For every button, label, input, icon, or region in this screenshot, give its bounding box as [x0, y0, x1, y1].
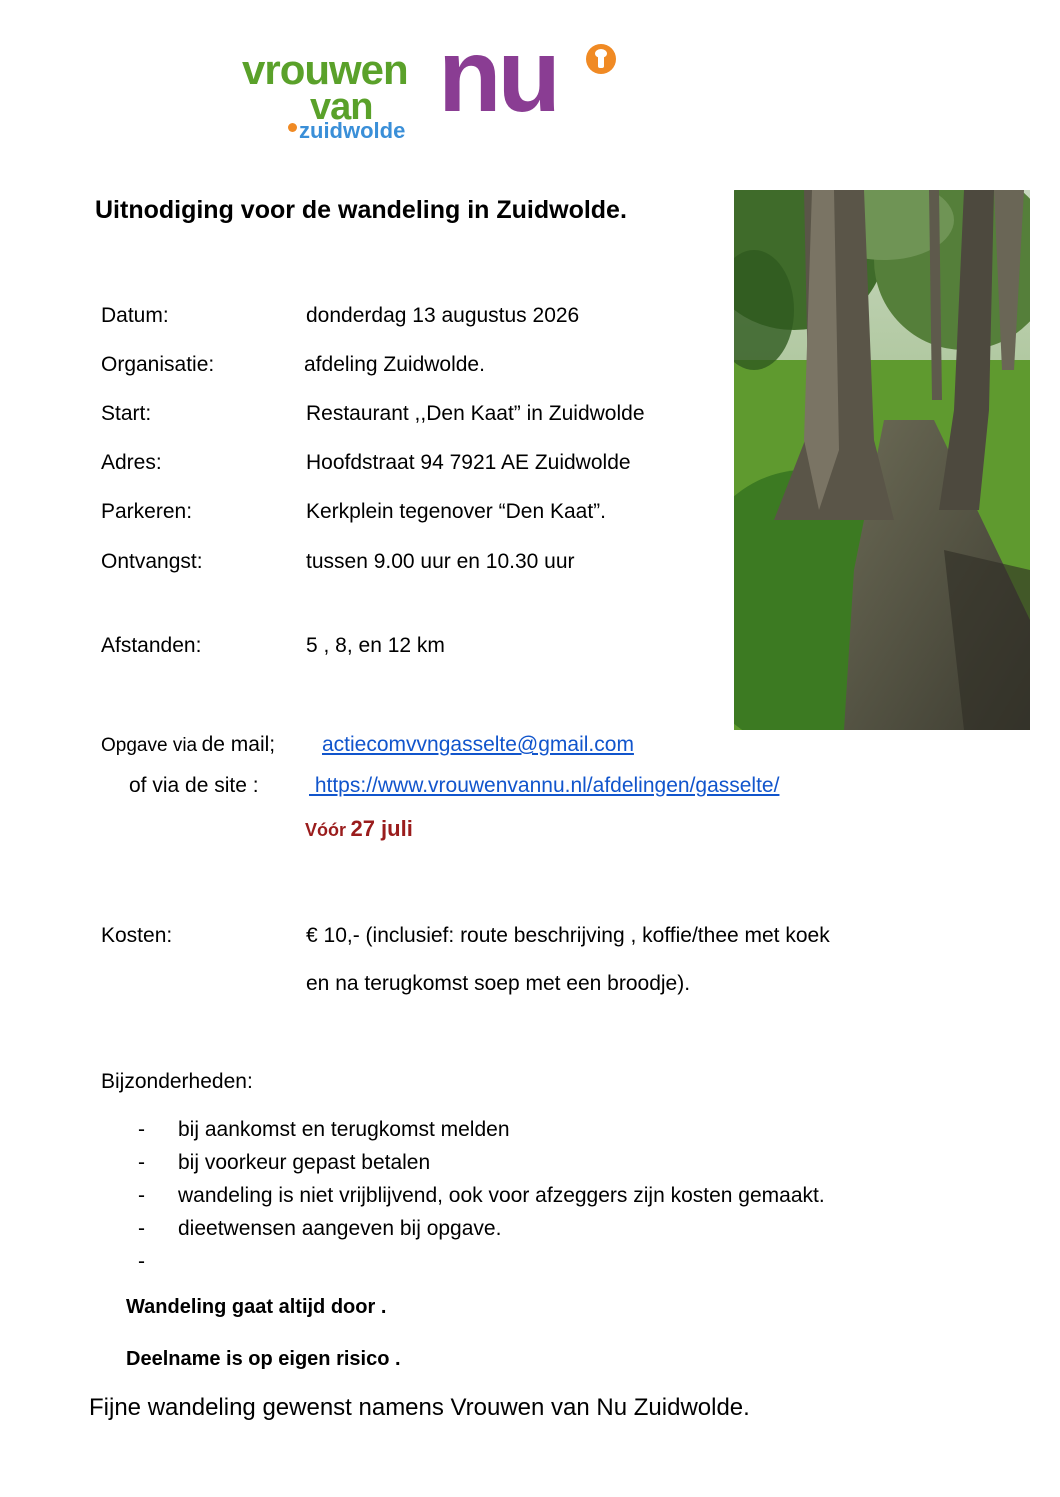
detail-value-parkeren: Kerkplein tegenover “Den Kaat”. [306, 500, 606, 523]
costs-line-1: € 10,- (inclusief: route beschrijving , koffie/thee met koek [306, 924, 830, 947]
logo-word-van: van [310, 86, 373, 128]
costs-label: Kosten: [101, 924, 173, 947]
registration-email-link[interactable]: actiecomvvngasselte@gmail.com [322, 733, 634, 756]
detail-value-datum: donderdag 13 augustus 2026 [306, 304, 580, 327]
logo-word-nu: nu [438, 18, 558, 134]
list-dash: - [138, 1250, 145, 1273]
detail-value-afstanden: 5 , 8, en 12 km [306, 634, 445, 657]
forest-path-photo [734, 190, 1030, 730]
logo-word-vrouwen: vrouwen [242, 46, 408, 93]
detail-label-afstanden: Afstanden: [101, 634, 202, 657]
detail-value-ontvangst: tussen 9.00 uur en 10.30 uur [306, 550, 575, 573]
detail-label-start: Start: [101, 402, 152, 425]
list-dash: - [138, 1151, 145, 1174]
logo-flower-icon [586, 44, 616, 74]
logo-subline-text: zuidwolde [299, 118, 406, 143]
deadline-prefix: Vóór [305, 820, 347, 840]
list-item: dieetwensen aangeven bij opgave. [178, 1217, 502, 1240]
closing-line: Fijne wandeling gewenst namens Vrouwen van Nu Zuidwolde. [89, 1394, 750, 1421]
logo-subline [288, 118, 405, 144]
registration-deadline [305, 816, 413, 842]
registration-mail-prefix: Opgave via [101, 735, 198, 756]
list-dash: - [138, 1184, 145, 1207]
detail-label-parkeren: Parkeren: [101, 500, 193, 523]
deadline-date: 27 juli [350, 816, 413, 841]
detail-label-organisatie: Organisatie: [101, 353, 215, 376]
list-item: bij aankomst en terugkomst melden [178, 1118, 510, 1141]
detail-label-adres: Adres: [101, 451, 162, 474]
costs-line-2: en na terugkomst soep met een broodje). [306, 972, 691, 995]
particulars-label: Bijzonderheden: [101, 1070, 253, 1093]
note-own-risk: Deelname is op eigen risico . [126, 1348, 401, 1370]
registration-site-link[interactable]: https://www.vrouwenvannu.nl/afdelingen/gasselte/ [309, 774, 780, 797]
organization-logo [240, 18, 620, 146]
detail-value-adres: Hoofdstraat 94 7921 AE Zuidwolde [306, 451, 631, 474]
list-item: wandeling is niet vrijblijvend, ook voor afzeggers zijn kosten gemaakt. [178, 1184, 825, 1207]
note-always-proceeds: Wandeling gaat altijd door . [126, 1296, 387, 1318]
list-dash: - [138, 1217, 145, 1240]
list-item: bij voorkeur gepast betalen [178, 1151, 431, 1174]
detail-value-start: Restaurant ,,Den Kaat” in Zuidwolde [306, 402, 645, 425]
registration-site-prefix: of via de site : [129, 774, 259, 797]
detail-label-datum: Datum: [101, 304, 169, 327]
detail-label-ontvangst: Ontvangst: [101, 550, 203, 573]
registration-mail-prefix-2: de mail; [201, 733, 276, 756]
registration-mail-line [101, 733, 275, 757]
page-title: Uitnodiging voor de wandeling in Zuidwolde. [95, 196, 627, 224]
detail-value-organisatie: afdeling Zuidwolde. [304, 353, 485, 376]
logo-dot-icon [288, 123, 297, 132]
list-dash: - [138, 1118, 145, 1141]
